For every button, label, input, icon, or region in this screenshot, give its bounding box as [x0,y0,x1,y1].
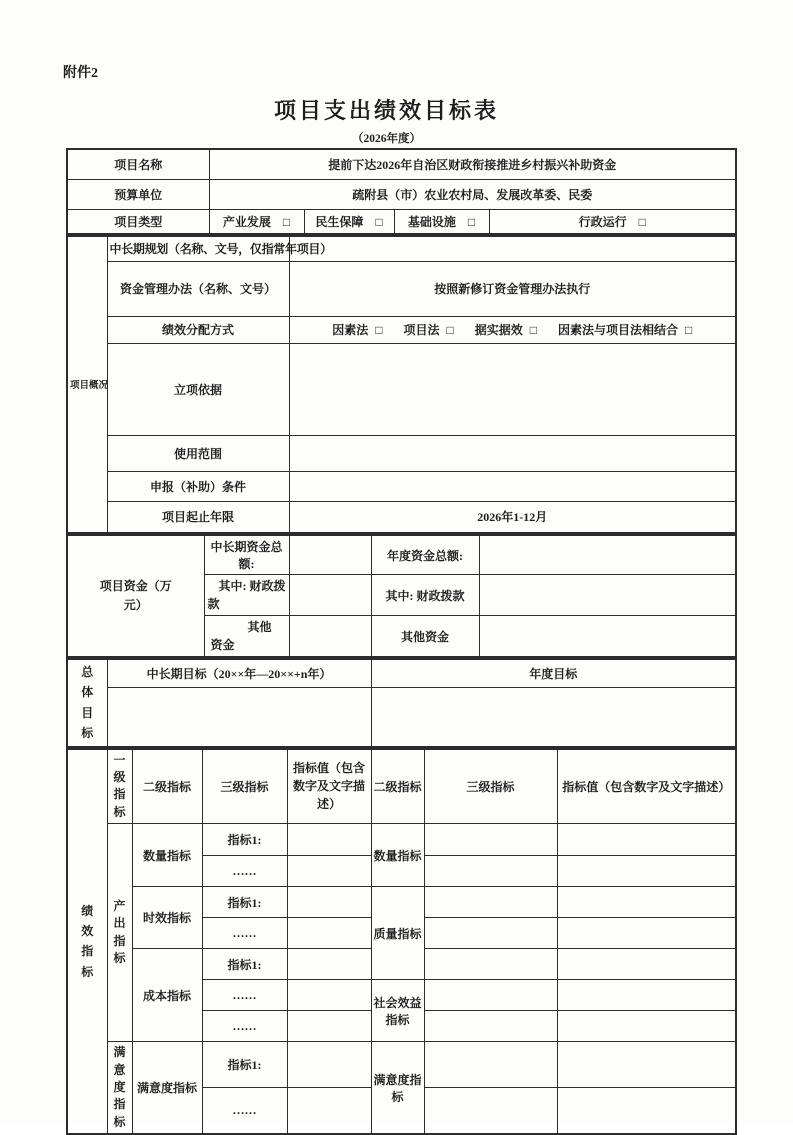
scope-value [289,435,736,471]
level2-left-timeliness: 时效指标 [132,887,202,949]
value-cell [287,824,371,856]
value-cell [557,980,736,1011]
annual-other-label: 其他资金 [371,616,479,658]
checkbox-icon: □ [467,214,476,229]
annual-total-label: 年度资金总额: [371,535,479,575]
attachment-label: 附件2 [63,66,98,81]
midterm-goal-value [107,687,371,746]
project-type-option-industry [209,209,304,234]
value-cell [557,949,736,980]
budget-unit-value: 疏附县（市）农业农村局、发展改革委、民委 [209,179,736,209]
midterm-goal-header: 中长期目标（20××年—20××+n年） [107,659,371,687]
fund-measures-label: 资金管理办法（名称、文号） [107,261,289,316]
value-cell [287,1011,371,1042]
level2-right-satisfaction: 满意度指标 [371,1042,424,1134]
level1-satisfaction: 满意度指标 [107,1042,132,1134]
checkbox-icon: □ [375,323,383,337]
level3-cell [424,1042,557,1088]
header-level3-right: 三级指标 [424,749,557,824]
checkbox-icon: □ [685,323,693,337]
value-cell [557,1011,736,1042]
value-cell [287,1088,371,1134]
option-label: 基础设施 [407,214,456,229]
level3-cell [424,1088,557,1134]
value-cell [287,887,371,918]
value-cell [287,918,371,949]
level3-cell [424,824,557,856]
form-title: 项目支出绩效目标表 [273,98,499,123]
midterm-total-value [289,535,371,575]
option-label: 行政运行 [578,214,627,229]
value-cell [557,824,736,856]
value-cell [557,918,736,949]
midterm-other-value [289,616,371,658]
level2-right-social: 社会效益指标 [371,980,424,1042]
value-cell [557,1088,736,1134]
basis-value [289,343,736,435]
level2-left-quantity: 数量指标 [132,824,202,887]
value-cell [557,887,736,918]
midterm-fiscal-value [289,575,371,616]
level3-cell: 指标1: [202,887,287,918]
checkbox-icon: □ [282,214,291,229]
indicators-section-label: 绩效指标 [67,749,107,1135]
level3-cell: …… [202,1011,287,1042]
midterm-other-label: 其他资金 [204,616,289,658]
annual-total-value [479,535,736,575]
conditions-value [289,471,736,501]
fund-measures-value: 按照新修订资金管理办法执行 [289,261,736,316]
level2-left-cost: 成本指标 [132,949,202,1042]
checkbox-icon: □ [375,214,383,229]
level2-left-satisfaction: 满意度指标 [132,1042,202,1134]
level3-cell [424,949,557,980]
project-overview-table [66,235,737,534]
checkbox-icon: □ [446,323,454,337]
header-level2-right: 二级指标 [371,749,424,824]
level3-cell [424,980,557,1011]
annual-goal-value [371,687,736,746]
basis-label: 立项依据 [107,343,289,435]
level3-cell [424,1011,557,1042]
level3-cell: 指标1: [202,1042,287,1088]
midterm-fiscal-label: 其中: 财政拨款 [204,575,289,616]
checkbox-icon: □ [529,323,538,337]
overview-section-label: 项目概况 [67,236,107,533]
project-type-option-administration [489,209,736,234]
level3-cell [424,856,557,887]
funds-section-label: 项目资金（万元） [67,535,204,657]
level3-cell: 指标1: [202,824,287,856]
value-cell [287,949,371,980]
alloc-option-project: 项目法 □ [403,323,454,337]
midterm-plan-label: 中长期规划（名称、文号，仅指常年项目） [107,236,289,261]
project-type-label: 项目类型 [67,209,209,234]
form-subtitle: （2026年度） [352,133,421,145]
project-type-option-infrastructure [394,209,489,234]
level3-cell: 指标1: [202,949,287,980]
overall-goal-table [66,658,737,748]
level1-output: 产出指标 [107,824,132,1042]
goal-section-label: 总体目标 [67,659,107,747]
form-table [66,148,735,1135]
alloc-option-actual: 据实据效 □ [474,323,538,337]
budget-unit-label: 预算单位 [67,179,209,209]
level3-cell: …… [202,980,287,1011]
option-label: 产业发展 [222,214,271,229]
value-cell [287,980,371,1011]
duration-label: 项目起止年限 [107,501,289,533]
level3-cell [424,918,557,949]
project-name-label: 项目名称 [67,149,209,179]
header-level1: 一级指标 [107,749,132,824]
project-funds-table [66,534,737,658]
value-cell [287,856,371,887]
midterm-plan-value [289,236,736,261]
conditions-label: 申报（补助）条件 [107,471,289,501]
alloc-option-factor: 因素法 □ [332,323,383,337]
header-level2-left: 二级指标 [132,749,202,824]
level2-right-quantity: 数量指标 [371,824,424,887]
midterm-total-label: 中长期资金总额: [204,535,289,575]
checkbox-icon: □ [638,214,646,229]
header-value-left: 指标值（包含数字及文字描述） [287,749,371,824]
level3-cell [424,887,557,918]
alloc-method-label: 绩效分配方式 [107,316,289,343]
alloc-option-combined: 因素法与项目法相结合 □ [558,323,693,337]
annual-goal-header: 年度目标 [371,659,736,687]
alloc-method-options [289,316,736,343]
annual-other-value [479,616,736,658]
level3-cell: …… [202,918,287,949]
annual-fiscal-value [479,575,736,616]
option-label: 民生保障 [315,214,364,229]
level3-cell: …… [202,1088,287,1134]
scope-label: 使用范围 [107,435,289,471]
header-level3-left: 三级指标 [202,749,287,824]
annual-fiscal-label: 其中: 财政拨款 [371,575,479,616]
performance-indicators-table [66,748,737,1135]
project-type-option-livelihood [304,209,394,234]
header-value-right: 指标值（包含数字及文字描述） [557,749,736,824]
level2-right-quality: 质量指标 [371,887,424,980]
duration-value: 2026年1-12月 [289,501,736,533]
value-cell [287,1042,371,1088]
level3-cell: …… [202,856,287,887]
project-name-value: 提前下达2026年自治区财政衔接推进乡村振兴补助资金 [209,149,736,179]
basic-info-table [66,148,737,235]
value-cell [557,856,736,887]
value-cell [557,1042,736,1088]
